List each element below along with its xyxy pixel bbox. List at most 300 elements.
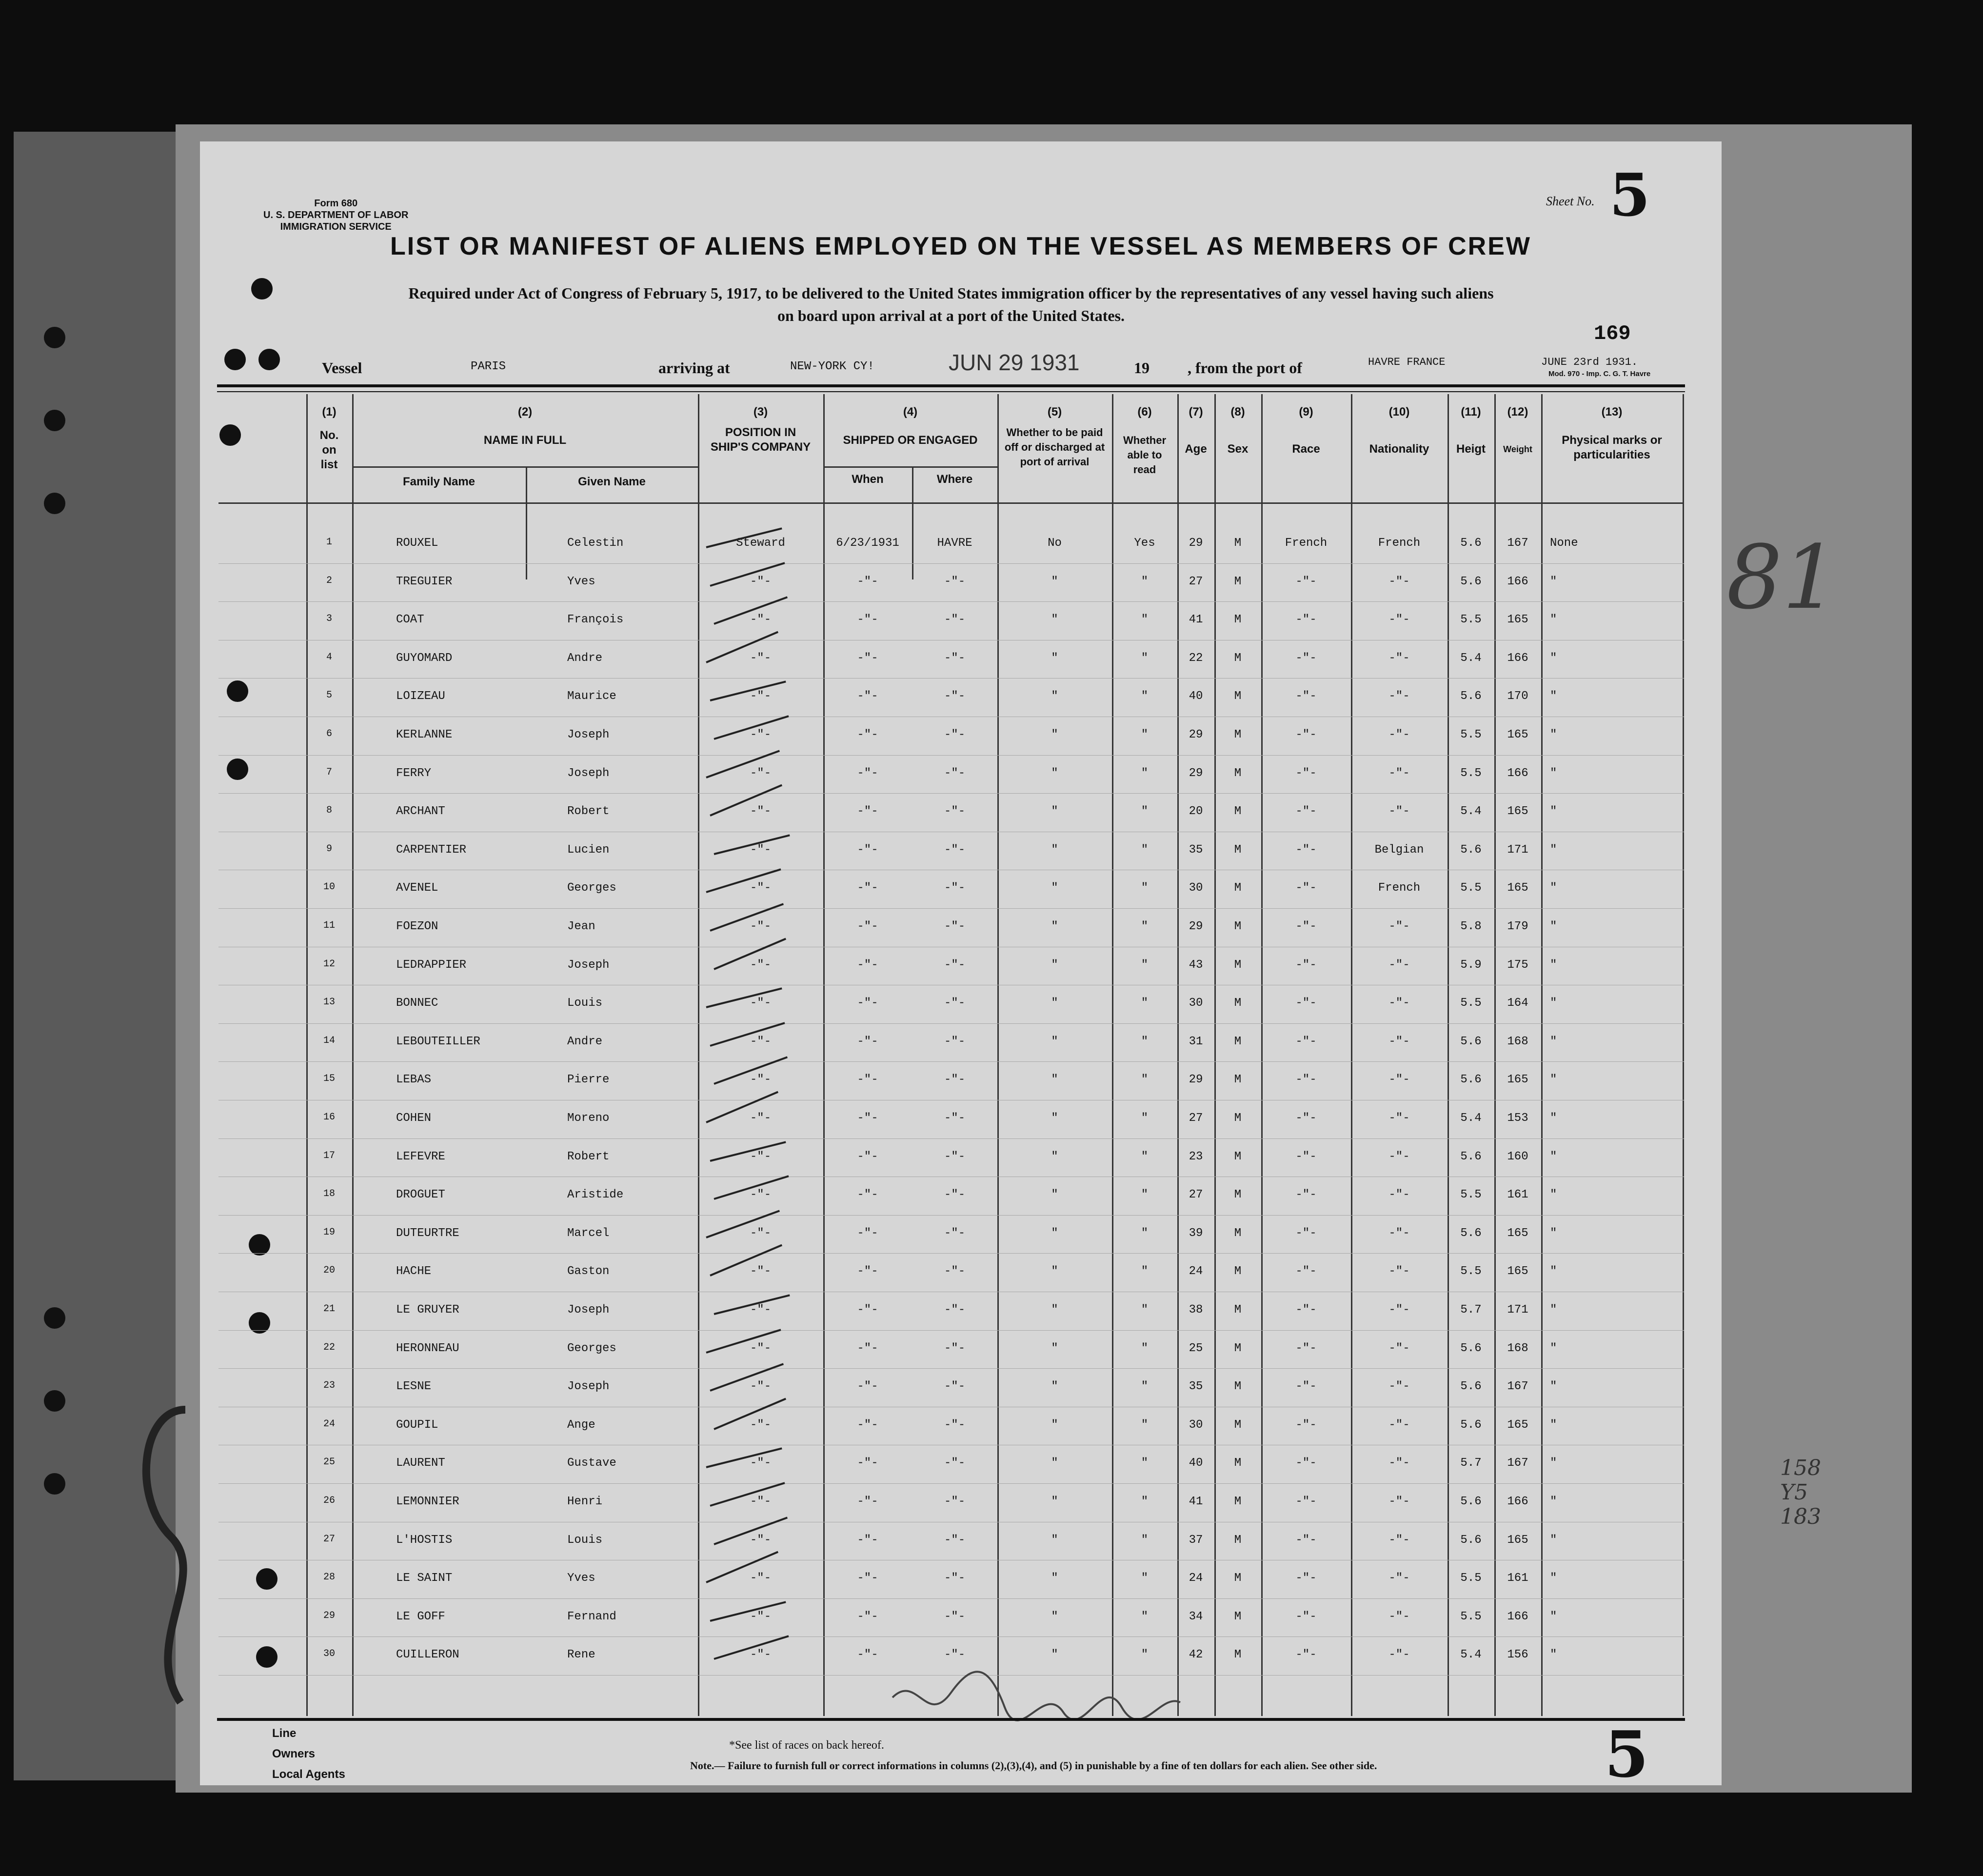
cell-age: 24 (1189, 1265, 1203, 1278)
cell-where: -"- (944, 651, 966, 665)
form-identifier (263, 198, 408, 233)
cell-marks: " (1550, 728, 1557, 741)
cell-when: -"- (857, 1648, 878, 1662)
cell-weight: 175 (1507, 958, 1528, 972)
cell-family: COHEN (396, 1112, 432, 1125)
cell-given: Henri (567, 1495, 603, 1508)
cell-age: 43 (1189, 958, 1203, 972)
cell-nationality: -"- (1388, 1418, 1410, 1432)
cell-race: -"- (1295, 1533, 1317, 1547)
cell-position: -"- (750, 1035, 772, 1048)
cell-read: " (1141, 575, 1149, 588)
cell-sex: M (1234, 1035, 1242, 1048)
cell-sex: M (1234, 1495, 1242, 1508)
cell-age: 40 (1189, 1457, 1203, 1470)
line-label: Line (272, 1727, 297, 1740)
margin-number: 183 (1780, 1504, 1821, 1529)
cell-sex: M (1234, 1341, 1242, 1355)
cell-nationality: -"- (1388, 1150, 1410, 1163)
cell-paid-off: " (1051, 1150, 1058, 1163)
cell-family: LEDRAPPIER (396, 958, 467, 972)
cell-when: -"- (857, 1610, 878, 1623)
cell-where: -"- (944, 1188, 966, 1202)
cell-race: -"- (1295, 690, 1317, 703)
cell-marks: " (1550, 1610, 1557, 1623)
cell-no: 11 (323, 920, 335, 931)
cell-position: -"- (750, 1265, 772, 1278)
cell-age: 38 (1189, 1303, 1203, 1317)
cell-family: GOUPIL (396, 1418, 438, 1432)
cell-age: 30 (1189, 997, 1203, 1010)
cell-position: -"- (750, 805, 772, 818)
cell-family: LEFEVRE (396, 1150, 445, 1163)
column-header: Physical marks or particularities (1562, 434, 1662, 461)
row-rule (218, 793, 1684, 794)
cell-paid-off: " (1051, 1418, 1058, 1432)
cell-nationality: -"- (1388, 1341, 1410, 1355)
cell-race: -"- (1295, 1303, 1317, 1317)
cell-when: -"- (857, 613, 878, 627)
cell-family: LOIZEAU (396, 690, 445, 703)
cell-weight: 166 (1507, 575, 1528, 588)
cell-read: " (1141, 1303, 1149, 1317)
subtitle-line: on board upon arrival at a port of the United States. (777, 307, 1125, 324)
row-rule (218, 1138, 1684, 1139)
cell-read: " (1141, 1495, 1149, 1508)
cell-family: FERRY (396, 766, 432, 780)
cell-weight: 167 (1507, 1380, 1528, 1394)
punch-hole (44, 493, 65, 514)
cell-no: 24 (323, 1418, 335, 1430)
cell-paid-off: " (1051, 1495, 1058, 1508)
cell-nationality: -"- (1388, 1610, 1410, 1623)
year-label: 19 (1134, 359, 1150, 377)
cell-read: " (1141, 1610, 1149, 1623)
cell-race: -"- (1295, 805, 1317, 818)
cell-where: -"- (944, 997, 966, 1010)
cell-position: -"- (750, 1303, 772, 1317)
cell-weight: 165 (1507, 728, 1528, 741)
cell-sex: M (1234, 1418, 1242, 1432)
cell-read: " (1141, 843, 1149, 857)
cell-sex: M (1234, 690, 1242, 703)
cell-age: 42 (1189, 1648, 1203, 1662)
cell-sex: M (1234, 881, 1242, 895)
cell-where: -"- (944, 1495, 966, 1508)
cell-read: " (1141, 1533, 1149, 1547)
row-rule (218, 755, 1684, 756)
owners-label: Owners (272, 1747, 316, 1760)
subtitle-line: Required under Act of Congress of February 5, 1917, to be delivered to the United States immigration officer by the representatives of any vessel having such aliens (408, 284, 1494, 302)
cell-race: -"- (1295, 1648, 1317, 1662)
cell-given: Fernand (567, 1610, 616, 1623)
cell-age: 22 (1189, 651, 1203, 665)
margin-numbers (1780, 1456, 1821, 1529)
cell-position: -"- (750, 1610, 772, 1623)
cell-race: -"- (1295, 1265, 1317, 1278)
cell-marks: " (1550, 1341, 1557, 1355)
cell-family: ARCHANT (396, 805, 445, 818)
cell-race: -"- (1295, 1035, 1317, 1048)
cell-family: LAURENT (396, 1457, 445, 1470)
cell-nationality: Belgian (1374, 843, 1424, 857)
cell-when: -"- (857, 881, 878, 895)
cell-race: -"- (1295, 1572, 1317, 1585)
cell-position: -"- (750, 1495, 772, 1508)
cell-race: -"- (1295, 651, 1317, 665)
arriving-port: NEW-YORK CY! (790, 360, 874, 373)
cell-where: -"- (944, 1112, 966, 1125)
voyage-line (217, 350, 1680, 380)
col-number: (7) (1189, 405, 1203, 419)
cell-when: -"- (857, 1572, 878, 1585)
cell-read: Yes (1134, 537, 1155, 550)
cell-sex: M (1234, 958, 1242, 972)
footer-sheet-number: 5 (1605, 1717, 1649, 1792)
cell-given: Georges (567, 881, 616, 895)
cell-sex: M (1234, 575, 1242, 588)
column-divider (1541, 394, 1543, 1716)
cell-paid-off: " (1051, 575, 1058, 588)
cell-read: " (1141, 958, 1149, 972)
cell-age: 29 (1189, 766, 1203, 780)
cell-when: -"- (857, 766, 878, 780)
cell-no: 28 (323, 1572, 335, 1583)
cell-when: -"- (857, 1073, 878, 1087)
row-rule (218, 678, 1684, 679)
column-header: POSITION IN SHIP'S COMPANY (710, 426, 811, 454)
cell-given: Gustave (567, 1457, 616, 1470)
cell-marks: " (1550, 766, 1557, 780)
cell-weight: 165 (1507, 1073, 1528, 1087)
cell-sex: M (1234, 1073, 1242, 1087)
cell-race: -"- (1295, 1457, 1317, 1470)
vessel-name: PARIS (471, 360, 506, 373)
cell-position: Steward (736, 537, 785, 550)
margin-annotation: 81 (1726, 527, 1839, 629)
cell-race: -"- (1295, 1226, 1317, 1240)
cell-age: 41 (1189, 613, 1203, 627)
cell-given: Yves (567, 1572, 595, 1585)
cell-position: -"- (750, 1226, 772, 1240)
cell-given: Joseph (567, 1380, 610, 1394)
cell-height: 5.6 (1460, 690, 1482, 703)
cell-weight: 167 (1507, 1457, 1528, 1470)
row-rule (218, 563, 1684, 564)
cell-age: 30 (1189, 1418, 1203, 1432)
cell-age: 41 (1189, 1495, 1203, 1508)
cell-weight: 170 (1507, 690, 1528, 703)
column-divider (1448, 394, 1449, 1716)
column-divider (1261, 394, 1263, 1716)
cell-age: 39 (1189, 1226, 1203, 1240)
cell-given: Yves (567, 575, 595, 588)
cell-family: COAT (396, 613, 424, 627)
cell-paid-off: " (1051, 1035, 1058, 1048)
cell-given: François (567, 613, 624, 627)
cell-where: -"- (944, 1610, 966, 1623)
cell-paid-off: " (1051, 1073, 1058, 1087)
cell-position: -"- (750, 843, 772, 857)
cell-position: -"- (750, 881, 772, 895)
races-note: *See list of races on back hereof. (729, 1739, 884, 1752)
row-rule (218, 601, 1684, 602)
col-number: (9) (1299, 405, 1313, 419)
cell-when: -"- (857, 1188, 878, 1202)
cell-marks: " (1550, 997, 1557, 1010)
cell-paid-off: " (1051, 651, 1058, 665)
header-divider (352, 466, 698, 468)
cell-paid-off: " (1051, 613, 1058, 627)
cell-when: -"- (857, 843, 878, 857)
cell-paid-off: " (1051, 805, 1058, 818)
cell-race: -"- (1295, 1073, 1317, 1087)
sheet-label: Sheet No. (1546, 194, 1595, 208)
cell-given: Andre (567, 651, 603, 665)
cell-sex: M (1234, 805, 1242, 818)
cell-sex: M (1234, 728, 1242, 741)
cell-when: -"- (857, 1457, 878, 1470)
column-header: Sex (1227, 442, 1249, 456)
cell-no: 18 (323, 1188, 335, 1200)
cell-weight: 166 (1507, 1495, 1528, 1508)
column-header: Heigt (1456, 442, 1486, 456)
column-divider (306, 394, 308, 1716)
cell-paid-off: " (1051, 1380, 1058, 1394)
cell-height: 5.6 (1460, 1341, 1482, 1355)
cell-height: 5.6 (1460, 1380, 1482, 1394)
cell-marks: " (1550, 1112, 1557, 1125)
cell-family: L'HOSTIS (396, 1533, 453, 1547)
cell-height: 5.5 (1460, 613, 1482, 627)
col-number: (6) (1137, 405, 1152, 419)
page-number: 169 (1594, 322, 1631, 345)
column-divider (698, 394, 699, 1716)
cell-height: 5.5 (1460, 766, 1482, 780)
cell-where: -"- (944, 1572, 966, 1585)
cell-family: LE GOFF (396, 1610, 445, 1623)
cell-height: 5.6 (1460, 1073, 1482, 1087)
cell-height: 5.5 (1460, 881, 1482, 895)
cell-position: -"- (750, 651, 772, 665)
row-rule (218, 1023, 1684, 1024)
cell-sex: M (1234, 766, 1242, 780)
cell-marks: " (1550, 1457, 1557, 1470)
column-header: No. on list (319, 429, 339, 471)
cell-position: -"- (750, 1418, 772, 1432)
cell-read: " (1141, 690, 1149, 703)
cell-sex: M (1234, 920, 1242, 933)
cell-where: -"- (944, 920, 966, 933)
punch-hole (44, 1390, 65, 1412)
cell-when: 6/23/1931 (836, 537, 899, 550)
column-header: Age (1185, 442, 1207, 456)
cell-age: 20 (1189, 805, 1203, 818)
cell-paid-off: " (1051, 843, 1058, 857)
column-divider (1214, 394, 1216, 1716)
cell-when: -"- (857, 1341, 878, 1355)
cell-marks: " (1550, 881, 1557, 895)
cell-nationality: -"- (1388, 1265, 1410, 1278)
column-header: SHIPPED OR ENGAGED (843, 434, 978, 447)
cell-position: -"- (750, 613, 772, 627)
cell-height: 5.7 (1460, 1457, 1482, 1470)
cell-height: 5.4 (1460, 651, 1482, 665)
cell-race: -"- (1295, 997, 1317, 1010)
cell-marks: " (1550, 805, 1557, 818)
column-header: Given Name (578, 475, 646, 488)
cell-marks: " (1550, 1035, 1557, 1048)
cell-no: 8 (326, 805, 332, 817)
cell-marks: " (1550, 1150, 1557, 1163)
cell-where: -"- (944, 1341, 966, 1355)
cell-read: " (1141, 1648, 1149, 1662)
cell-race: -"- (1295, 766, 1317, 780)
cell-where: -"- (944, 1418, 966, 1432)
cell-age: 29 (1189, 920, 1203, 933)
cell-sex: M (1234, 1533, 1242, 1547)
column-divider (1177, 394, 1179, 1716)
cell-race: -"- (1295, 958, 1317, 972)
cell-no: 20 (323, 1265, 335, 1277)
handwritten-scrawl (112, 1390, 239, 1732)
cell-nationality: -"- (1388, 575, 1410, 588)
cell-family: DROGUET (396, 1188, 445, 1202)
cell-paid-off: " (1051, 728, 1058, 741)
cell-height: 5.5 (1460, 1572, 1482, 1585)
row-rule (218, 1215, 1684, 1216)
cell-read: " (1141, 728, 1149, 741)
cell-race: -"- (1295, 575, 1317, 588)
cell-read: " (1141, 1226, 1149, 1240)
cell-when: -"- (857, 805, 878, 818)
footer-rule (217, 1718, 1685, 1721)
cell-given: Louis (567, 997, 603, 1010)
cell-family: LE GRUYER (396, 1303, 459, 1317)
cell-marks: " (1550, 843, 1557, 857)
cell-nationality: -"- (1388, 997, 1410, 1010)
cell-no: 7 (326, 766, 332, 778)
cell-nationality: -"- (1388, 690, 1410, 703)
cell-sex: M (1234, 1112, 1242, 1125)
cell-read: " (1141, 1457, 1149, 1470)
mod-note: Mod. 970 - Imp. C. G. T. Havre (1548, 370, 1651, 378)
cell-given: Aristide (567, 1188, 624, 1202)
cell-paid-off: " (1051, 690, 1058, 703)
margin-number: 158 (1780, 1456, 1821, 1480)
cell-marks: " (1550, 1533, 1557, 1547)
sheet-number: 5 (1609, 161, 1650, 230)
cell-sex: M (1234, 1457, 1242, 1470)
cell-age: 23 (1189, 1150, 1203, 1163)
column-header: Where (936, 473, 973, 486)
column-header: When (852, 473, 884, 486)
column-header: Race (1292, 442, 1320, 456)
cell-no: 16 (323, 1112, 335, 1123)
from-port-label: , from the port of (1188, 359, 1302, 377)
cell-given: Joseph (567, 1303, 610, 1317)
cell-age: 35 (1189, 843, 1203, 857)
from-port: HAVRE FRANCE (1368, 356, 1446, 368)
col-number: (4) (903, 405, 918, 419)
cell-given: Georges (567, 1341, 616, 1355)
cell-age: 35 (1189, 1380, 1203, 1394)
cell-read: " (1141, 651, 1149, 665)
cell-nationality: -"- (1388, 613, 1410, 627)
column-divider (1683, 394, 1684, 1716)
cell-nationality: -"- (1388, 1533, 1410, 1547)
cell-race: -"- (1295, 1150, 1317, 1163)
cell-sex: M (1234, 1380, 1242, 1394)
col-number: (10) (1388, 405, 1410, 419)
cell-weight: 165 (1507, 1533, 1528, 1547)
cell-paid-off: " (1051, 1533, 1058, 1547)
cell-nationality: -"- (1388, 1112, 1410, 1125)
cell-where: -"- (944, 1648, 966, 1662)
cell-age: 27 (1189, 1188, 1203, 1202)
cell-race: -"- (1295, 728, 1317, 741)
cell-nationality: -"- (1388, 1226, 1410, 1240)
cell-age: 29 (1189, 728, 1203, 741)
cell-when: -"- (857, 1533, 878, 1547)
cell-given: Marcel (567, 1226, 610, 1240)
cell-nationality: French (1378, 881, 1421, 895)
cell-when: -"- (857, 958, 878, 972)
cell-weight: 171 (1507, 843, 1528, 857)
cell-family: AVENEL (396, 881, 438, 895)
cell-marks: " (1550, 1418, 1557, 1432)
cell-no: 25 (323, 1457, 335, 1468)
cell-family: GUYOMARD (396, 651, 453, 665)
cell-given: Maurice (567, 690, 616, 703)
cell-age: 29 (1189, 1073, 1203, 1087)
cell-weight: 161 (1507, 1188, 1528, 1202)
col-number: (8) (1230, 405, 1245, 419)
cell-nationality: -"- (1388, 1572, 1410, 1585)
cell-where: -"- (944, 728, 966, 741)
cell-family: TREGUIER (396, 575, 453, 588)
cell-position: -"- (750, 1150, 772, 1163)
cell-read: " (1141, 1188, 1149, 1202)
cell-marks: " (1550, 1648, 1557, 1662)
cell-given: Gaston (567, 1265, 610, 1278)
cell-sex: M (1234, 651, 1242, 665)
cell-marks: " (1550, 920, 1557, 933)
cell-position: -"- (750, 997, 772, 1010)
cell-no: 10 (323, 881, 335, 893)
cell-age: 40 (1189, 690, 1203, 703)
cell-age: 24 (1189, 1572, 1203, 1585)
cell-where: -"- (944, 1035, 966, 1048)
cell-paid-off: " (1051, 1341, 1058, 1355)
cell-height: 5.4 (1460, 805, 1482, 818)
cell-marks: " (1550, 690, 1557, 703)
cell-race: -"- (1295, 1341, 1317, 1355)
column-divider (1112, 394, 1113, 1716)
row-rule (218, 1483, 1684, 1484)
cell-read: " (1141, 920, 1149, 933)
cell-given: Robert (567, 1150, 610, 1163)
cell-weight: 156 (1507, 1648, 1528, 1662)
cell-height: 5.5 (1460, 1188, 1482, 1202)
cell-where: -"- (944, 690, 966, 703)
column-header: Family Name (402, 475, 476, 488)
cell-given: Andre (567, 1035, 603, 1048)
cell-where: -"- (944, 1380, 966, 1394)
cell-sex: M (1234, 613, 1242, 627)
cell-position: -"- (750, 1533, 772, 1547)
cell-where: -"- (944, 575, 966, 588)
